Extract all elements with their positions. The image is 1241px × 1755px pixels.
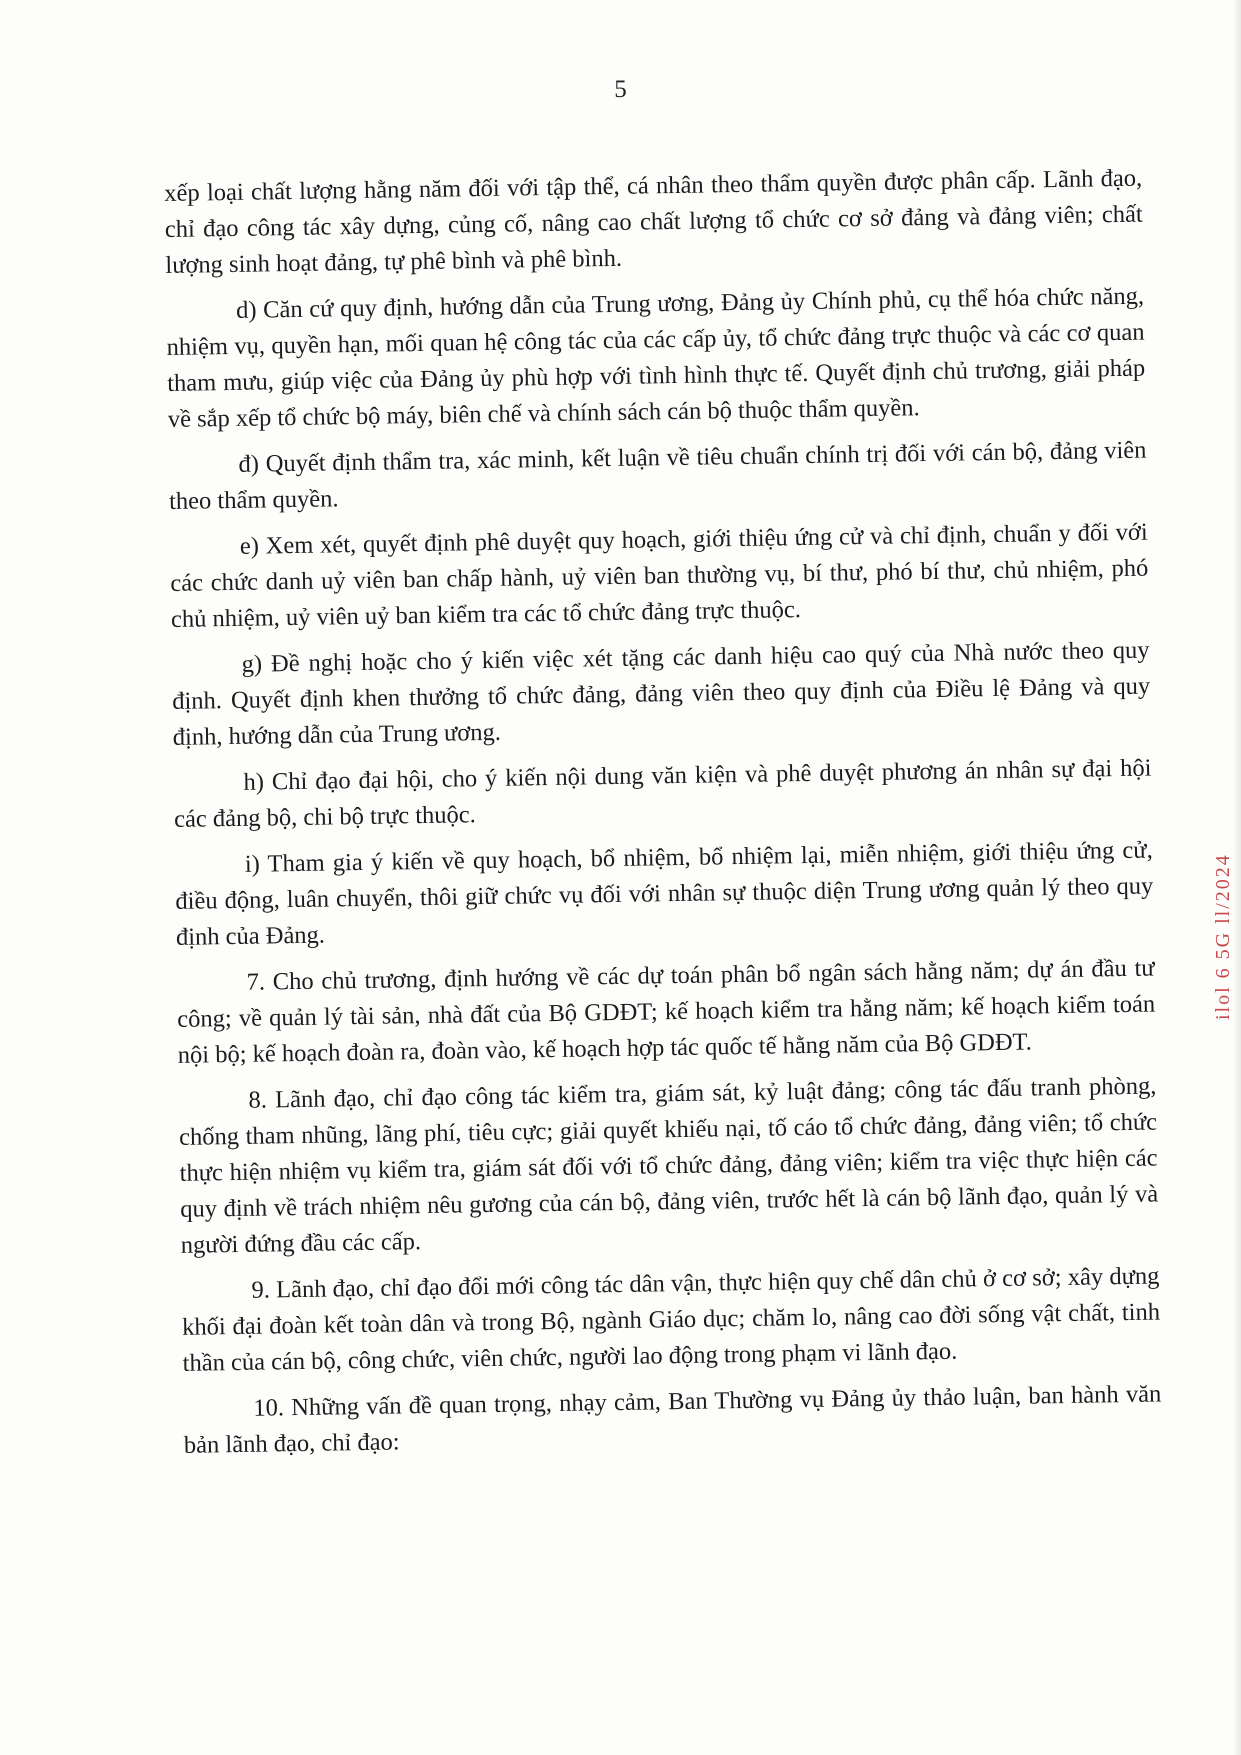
paragraph-continuation: xếp loại chất lượng hằng năm đối với tập thể, cá nhân theo thẩm quyền được phân cấp. Lãnh đạo, chỉ đạo công tác xây dựng, củng cố, nâng cao chất lượng tổ chức cơ sở đảng và đảng viên; chất lượng sinh hoạt đảng, tự phê bình và phê bình.	[164, 164, 1143, 279]
paragraph-d: d) Căn cứ quy định, hướng dẫn của Trung ương, Đảng ủy Chính phủ, cụ thể hóa chức năng, nhiệm vụ, quyền hạn, mối quan hệ công tác của các cấp ủy, tổ chức đảng trực thuộc và các cơ quan tham mưu, giúp việc của Đảng ủy phù hợp với tình hình thực tế. Quyết định chủ trương, giải pháp về sắp xếp tổ chức bộ máy, biên chế và chính sách cán bộ thuộc thẩm quyền.	[166, 282, 1146, 433]
paragraph-dd: đ) Quyết định thẩm tra, xác minh, kết luận về tiêu chuẩn chính trị đối với cán bộ, đảng viên theo thẩm quyền.	[168, 436, 1147, 515]
paragraph-7: 7. Cho chủ trương, định hướng về các dự toán phân bổ ngân sách hằng năm; dự án đầu tư công; về quản lý tài sản, nhà đất của Bộ GDĐT; kế hoạch kiểm tra hằng năm; kế hoạch kiểm toán nội bộ; kế hoạch đoàn ra, đoàn vào, kế hoạch hợp tác quốc tế hằng năm của Bộ GDĐT.	[177, 954, 1156, 1069]
paragraph-10: 10. Những vấn đề quan trọng, nhạy cảm, Ban Thường vụ Đảng ủy thảo luận, ban hành văn bản lãnh đạo, chỉ đạo:	[183, 1380, 1162, 1459]
paragraph-h: h) Chỉ đạo đại hội, cho ý kiến nội dung văn kiện và phê duyệt phương án nhân sự đại hội các đảng bộ, chi bộ trực thuộc.	[173, 754, 1152, 833]
document-body	[164, 161, 1162, 1474]
paragraph-e: e) Xem xét, quyết định phê duyệt quy hoạch, giới thiệu ứng cử và chỉ định, chuẩn y đối với các chức danh uỷ viên ban chấp hành, uỷ viên ban thường vụ, bí thư, phó bí thư, chủ nhiệm, phó chủ nhiệm, uỷ viên uỷ ban kiểm tra các tổ chức đảng trực thuộc.	[170, 518, 1149, 633]
page-number: 5	[614, 76, 627, 103]
paragraph-g: g) Đề nghị hoặc cho ý kiến việc xét tặng các danh hiệu cao quý của Nhà nước theo quy định. Quyết định khen thưởng tổ chức đảng, đảng viên theo quy định của Điều lệ Đảng và quy định, hướng dẫn của Trung ương.	[172, 636, 1151, 751]
paragraph-i: i) Tham gia ý kiến về quy hoạch, bổ nhiệm, bổ nhiệm lại, miễn nhiệm, giới thiệu ứng cử, điều động, luân chuyển, thôi giữ chức vụ đối với nhân sự thuộc diện Trung ương quản lý theo quy định của Đảng.	[175, 836, 1154, 951]
paragraph-9: 9. Lãnh đạo, chỉ đạo đổi mới công tác dân vận, thực hiện quy chế dân chủ ở cơ sở; xây dựng khối đại đoàn kết toàn dân và trong Bộ, ngành Giáo dục; chăm lo, nâng cao đời sống vật chất, tinh thần của cán bộ, công chức, viên chức, người lao động trong phạm vi lãnh đạo.	[181, 1262, 1161, 1377]
paragraph-8: 8. Lãnh đạo, chỉ đạo công tác kiểm tra, giám sát, kỷ luật đảng; công tác đấu tranh phòng, chống tham nhũng, lãng phí, tiêu cực; giải quyết khiếu nại, tố cáo tổ chức đảng, đảng viên; tổ chức thực hiện nhiệm vụ kiểm tra, giám sát đối với tổ chức đảng, đảng viên; kiểm tra việc thực hiện các quy định về trách nhiệm nêu gương của cán bộ, đảng viên, trước hết là cán bộ lãnh đạo, quản lý và người đứng đầu các cấp.	[178, 1072, 1159, 1259]
side-stamp-mark: ilol 6 5G ll/2024	[1212, 853, 1234, 1020]
